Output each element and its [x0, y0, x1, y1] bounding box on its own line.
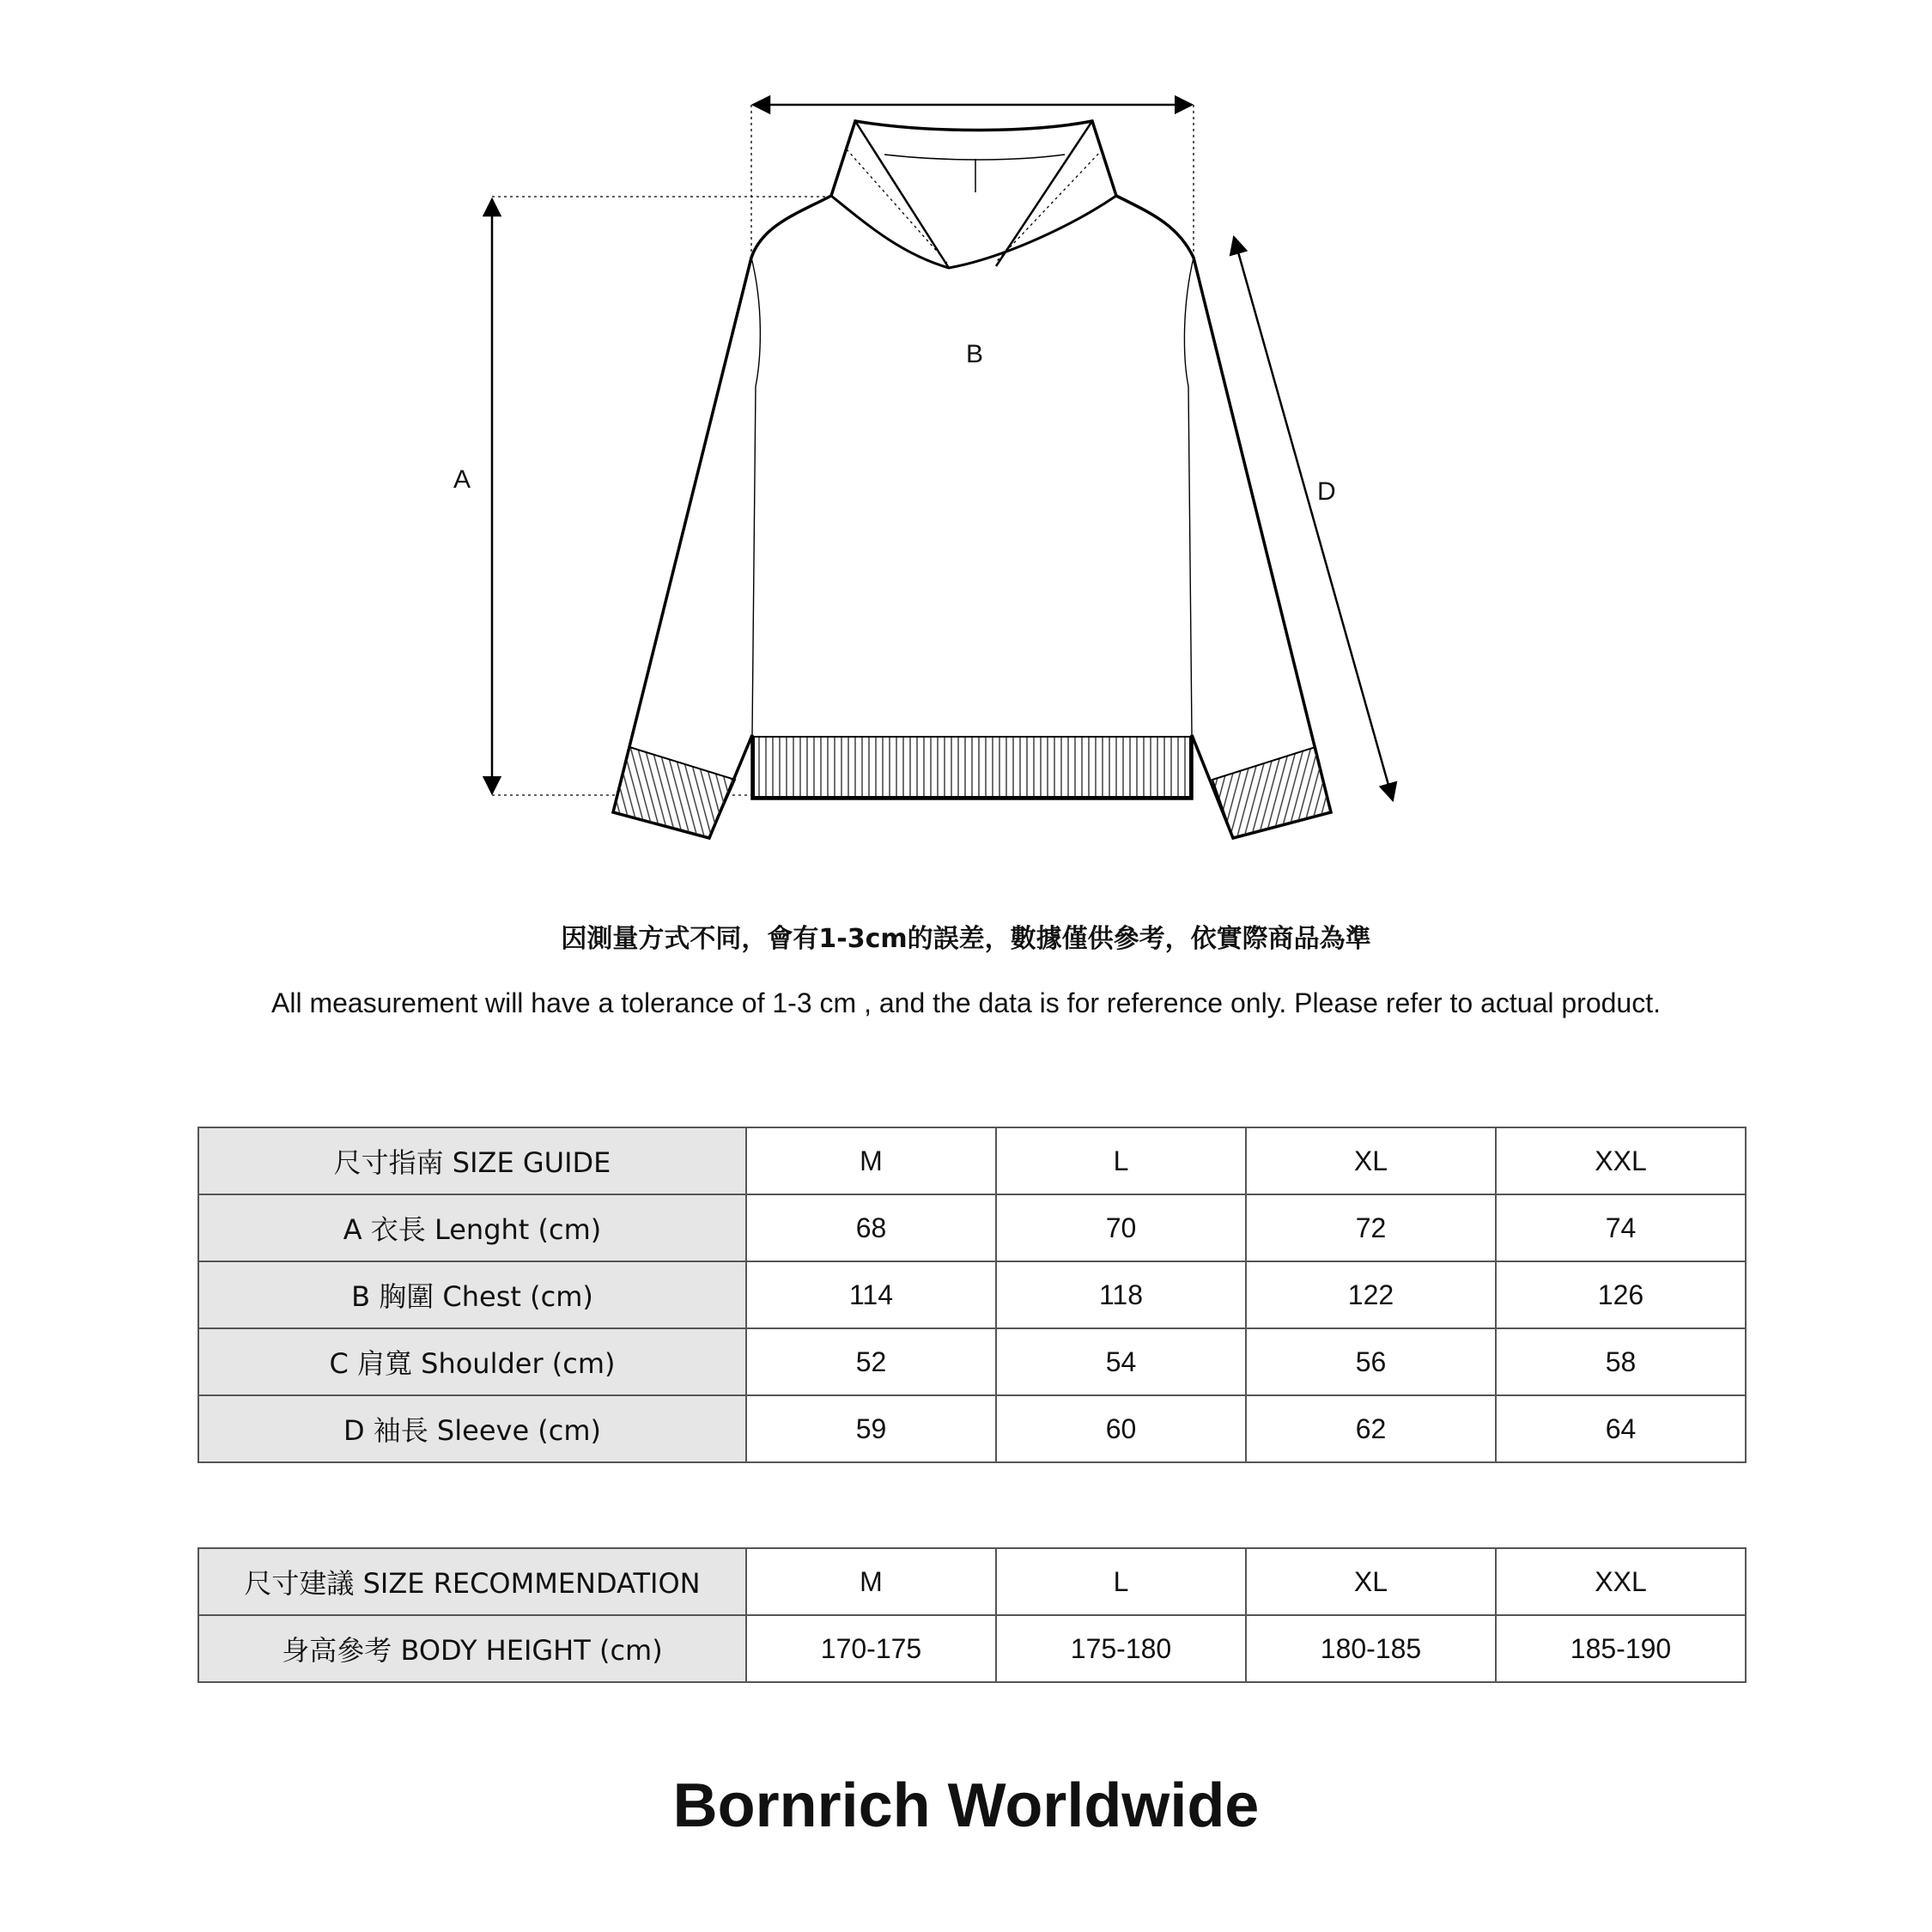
size-guide-header: 尺寸指南 SIZE GUIDE [198, 1127, 746, 1194]
table-cell: 118 [996, 1261, 1246, 1328]
size-recommendation-header: 尺寸建議 SIZE RECOMMENDATION [198, 1548, 746, 1615]
table-cell: 170-175 [746, 1615, 996, 1682]
table-cell: 60 [996, 1395, 1246, 1462]
table-header-row [198, 1127, 1746, 1194]
tolerance-note-english: All measurement will have a tolerance of 1-3 cm , and the data is for reference only. Please refer to actual product. [270, 987, 1661, 1018]
label-d: D [1317, 477, 1336, 506]
label-b: B [966, 340, 984, 368]
table-cell: 54 [996, 1328, 1246, 1395]
size-recommendation-table [197, 1547, 1747, 1683]
label-a: A [453, 465, 471, 494]
table-row [198, 1395, 1746, 1462]
size-guide-table [197, 1127, 1747, 1463]
table-cell: 64 [1496, 1395, 1746, 1462]
table-row [198, 1261, 1746, 1328]
table-row [198, 1615, 1746, 1682]
size-col-xl: XL [1246, 1127, 1496, 1194]
table-cell: 74 [1496, 1194, 1746, 1261]
table-cell: 58 [1496, 1328, 1746, 1395]
hoodie-diagram [0, 0, 1932, 859]
row-label-body-height: 身高參考 BODY HEIGHT (cm) [198, 1615, 746, 1682]
table-cell: 59 [746, 1395, 996, 1462]
table-cell: 68 [746, 1194, 996, 1261]
row-label-sleeve: D 袖長 Sleeve (cm) [198, 1395, 746, 1462]
table-cell: 52 [746, 1328, 996, 1395]
brand-name: Bornrich Worldwide [672, 1771, 1260, 1840]
table-cell: 175-180 [996, 1615, 1246, 1682]
table-cell: 180-185 [1246, 1615, 1496, 1682]
hem-rib [754, 737, 1190, 797]
row-label-chest: B 胸圍 Chest (cm) [198, 1261, 746, 1328]
hoodie-outline [613, 121, 1331, 838]
row-label-shoulder: C 肩寬 Shoulder (cm) [198, 1328, 746, 1395]
size-col-m: M [746, 1548, 996, 1615]
table-cell: 185-190 [1496, 1615, 1746, 1682]
tolerance-note-chinese: 因測量方式不同，會有1-3cm的誤差，數據僅供參考，依實際商品為準 [561, 924, 1371, 954]
size-col-l: L [996, 1127, 1246, 1194]
table-cell: 70 [996, 1194, 1246, 1261]
size-col-l: L [996, 1548, 1246, 1615]
size-col-xxl: XXL [1496, 1127, 1746, 1194]
size-col-xl: XL [1246, 1548, 1496, 1615]
table-cell: 72 [1246, 1194, 1496, 1261]
table-cell: 126 [1496, 1261, 1746, 1328]
size-col-m: M [746, 1127, 996, 1194]
table-row [198, 1194, 1746, 1261]
table-row [198, 1328, 1746, 1395]
table-cell: 56 [1246, 1328, 1496, 1395]
size-col-xxl: XXL [1496, 1548, 1746, 1615]
row-label-length: A 衣長 Lenght (cm) [198, 1194, 746, 1261]
table-cell: 62 [1246, 1395, 1496, 1462]
table-cell: 122 [1246, 1261, 1496, 1328]
table-header-row [198, 1548, 1746, 1615]
table-cell: 114 [746, 1261, 996, 1328]
